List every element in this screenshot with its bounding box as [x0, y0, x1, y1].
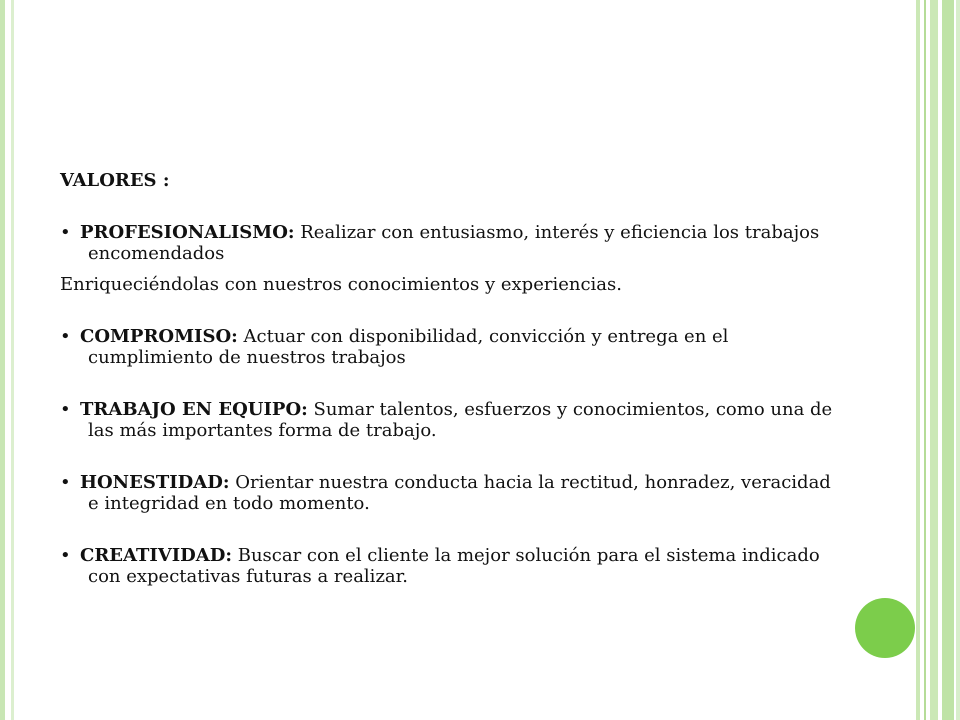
value-description: Realizar con entusiasmo, interés y eficiencia los trabajos encomendados [88, 222, 820, 264]
value-term: CREATIVIDAD: [80, 545, 233, 566]
value-description: Actuar con disponibilidad, convicción y entrega en el cumplimiento de nuestros trabajos [88, 326, 729, 368]
value-term: COMPROMISO: [80, 326, 238, 347]
right-stripe [942, 0, 954, 720]
value-item-profesionalismo [60, 222, 840, 264]
bullet-icon: • [60, 472, 71, 493]
right-stripe [924, 0, 926, 720]
value-description: Orientar nuestra conducta hacia la rectitud, honradez, veracidad e integridad en todo momento. [88, 472, 831, 514]
value-item-compromiso [60, 326, 840, 368]
bullet-icon: • [60, 399, 71, 420]
value-item-honestidad [60, 472, 840, 514]
right-stripe [930, 0, 938, 720]
right-stripe [956, 0, 960, 720]
bullet-icon: • [60, 222, 71, 243]
value-item-creatividad [60, 545, 840, 587]
right-stripe [916, 0, 920, 720]
value-term: HONESTIDAD: [80, 472, 230, 493]
slide-body [60, 170, 840, 618]
value-term: PROFESIONALISMO: [80, 222, 295, 243]
bullet-icon: • [60, 545, 71, 566]
value-description: Sumar talentos, esfuerzos y conocimientos, como una de las más importantes forma de trabajo. [88, 399, 833, 441]
value-item-trabajo-en-equipo [60, 399, 840, 441]
left-border-stripe [0, 0, 14, 720]
value-description: Buscar con el cliente la mejor solución para el sistema indicado con expectativas futuras a realizar. [88, 545, 820, 587]
green-circle-decoration [855, 598, 915, 658]
slide-heading: VALORES : [60, 170, 170, 191]
continuation-text: Enriqueciéndolas con nuestros conocimientos y experiencias. [60, 274, 622, 295]
value-term: TRABAJO EN EQUIPO: [80, 399, 308, 420]
bullet-icon: • [60, 326, 71, 347]
